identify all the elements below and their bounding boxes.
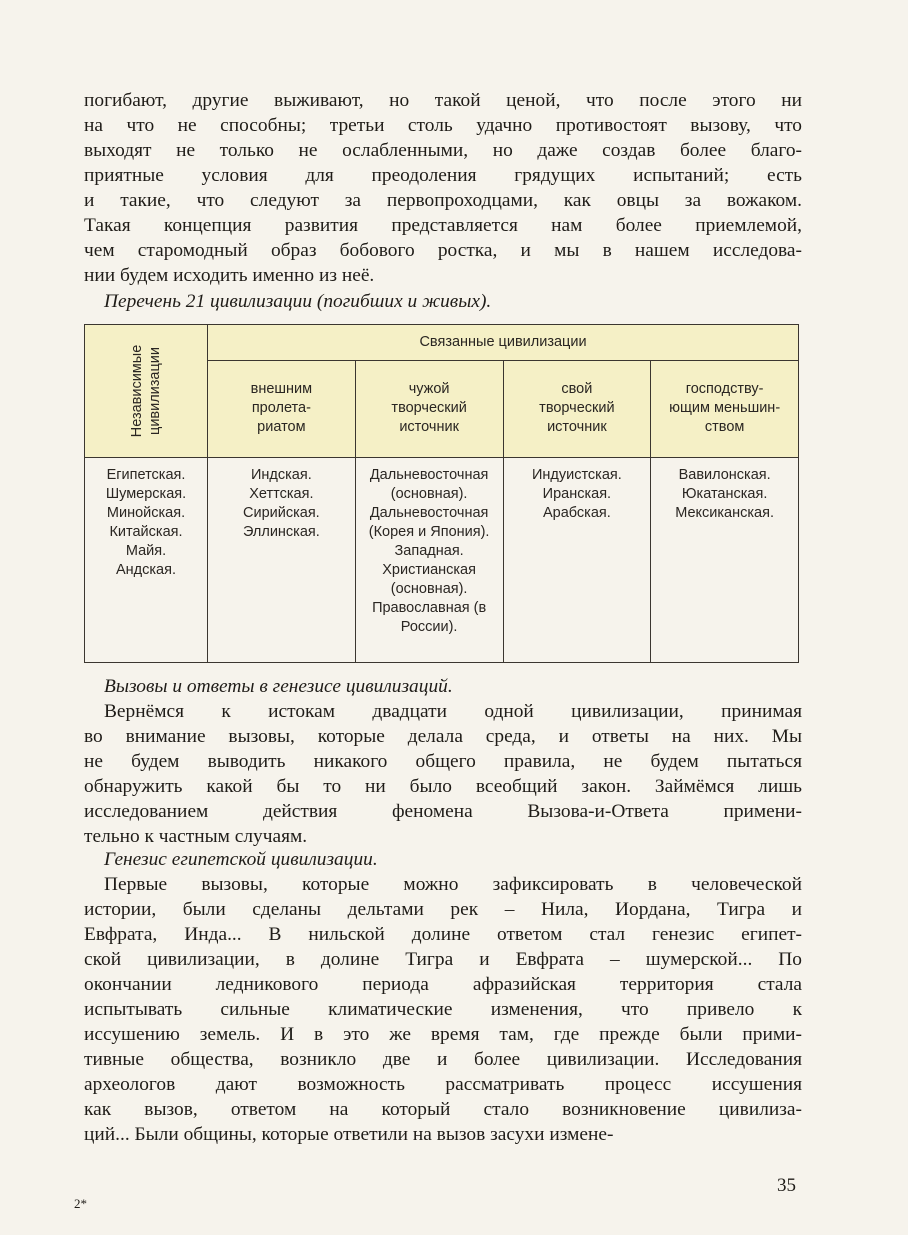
text-line: тельно к частным случаям. (84, 826, 308, 847)
subheader-line: риатом (257, 419, 306, 436)
text-line: Первые вызовы, которые можно зафиксировать в человеческой (104, 874, 802, 895)
civilization-entry: Индская. (251, 467, 312, 483)
text-line: ской цивилизации, в долине Тигра и Евфрата – шумерской... По (84, 949, 802, 970)
text-line: археологов дают возможность рассматривать процесс иссушения (84, 1074, 802, 1095)
civilization-entry: Вавилонская. (678, 467, 771, 483)
text-line: выходят не только не ослабленными, но даже создав более благо- (84, 140, 802, 161)
civilization-entry: Арабская. (542, 505, 611, 521)
column-independent (85, 458, 208, 663)
subheader-line: источник (399, 419, 459, 436)
civilization-entry: Западная. (394, 543, 464, 559)
civilization-entry: Хеттская. (249, 486, 314, 502)
civilization-entry: Китайская. (109, 524, 183, 540)
text-line: окончании ледникового периода афразийская территория стала (84, 974, 802, 995)
text-line: на что не способны; третьи столь удачно противостоят вызову, что (84, 115, 802, 136)
text-line: обнаружить какой бы то ни было всеобщий закон. Займёмся лишь (84, 776, 802, 797)
text-line: исследованием действия феномена Вызова-и-Ответа примени- (84, 801, 802, 822)
header-line: Независимые (129, 344, 145, 438)
subheader-line: господству- (685, 381, 764, 398)
page-number: 35 (777, 1175, 796, 1196)
civilization-entry: Индуистская. (531, 467, 622, 483)
subheader-line: творческий (539, 400, 615, 417)
text-line: и такие, что следуют за первопроходцами, как овцы за вожаком. (84, 190, 802, 211)
civilization-entry: России). (400, 619, 458, 635)
text-line: как вызов, ответом на который стало возникновение цивилиза- (84, 1099, 802, 1120)
civilization-entry: Эллинская. (242, 524, 320, 540)
civilization-entry: (основная). (390, 581, 468, 597)
subheader-ruling-minority (651, 360, 799, 457)
civilization-entry: Египетская. (106, 467, 186, 483)
text-line: Вернёмся к истокам двадцати одной цивилизации, принимая (104, 701, 802, 722)
text-line: испытывать сильные климатические изменения, что привело к (84, 999, 802, 1020)
civilization-entry: Дальневосточная (369, 467, 489, 483)
text-line: чем старомодный образ бобового ростка, и мы в нашем исследова- (84, 240, 802, 261)
civilization-entry: (основная). (390, 486, 468, 502)
column-foreign-source (355, 458, 503, 663)
subheader-line: ством (704, 419, 745, 436)
subheader-line: ющим меньшин- (669, 400, 781, 417)
civilizations-table (84, 324, 799, 663)
civilization-entry: Андская. (116, 562, 176, 578)
civilization-entry: Сирийская. (243, 505, 320, 521)
civilization-entry: Шумерская. (105, 486, 187, 502)
subheader-external-proletariat (208, 360, 356, 457)
section-heading-egypt: Генезис египетской цивилизации. (104, 849, 378, 870)
text-line: истории, были сделаны дельтами рек – Нила, Иордана, Тигра и (84, 899, 802, 920)
civilization-entry: Юкатанская. (681, 486, 768, 502)
signature-mark: 2* (74, 1196, 87, 1211)
civilization-entry: Минойская. (106, 505, 186, 521)
subheader-line: творческий (391, 400, 467, 417)
subheader-line: свой (561, 381, 593, 398)
independent-civilizations-header (85, 325, 208, 458)
related-civilizations-header: Связанные цивилизации (208, 325, 799, 361)
text-line: погибают, другие выживают, но такой ценой, что после этого ни (84, 90, 802, 111)
text-line: Такая концепция развития представляется нам более приемлемой, (84, 215, 802, 236)
text-line: во внимание вызовы, которые делала среда, и ответы на них. Мы (84, 726, 802, 747)
column-own-source (503, 458, 651, 663)
civilization-entry: Иранская. (542, 486, 612, 502)
table-caption: Перечень 21 цивилизации (погибших и живых). (104, 291, 492, 312)
column-ruling-minority (651, 458, 799, 663)
subheader-line: чужой (408, 381, 450, 398)
subheader-foreign-source (355, 360, 503, 457)
text-line: тивные общества, возникло две и более цивилизации. Исследования (84, 1049, 802, 1070)
section-heading-challenges: Вызовы и ответы в генезисе цивилизаций. (104, 676, 453, 697)
text-line: иссушению земель. И в это же время там, где прежде были прими- (84, 1024, 802, 1045)
civilization-entry: Дальневосточная (369, 505, 489, 521)
civilization-entry: Майя. (125, 543, 167, 559)
subheader-line: источник (547, 419, 607, 436)
civilization-entry: (Корея и Япония). (368, 524, 490, 540)
text-line: приятные условия для преодоления грядущих испытаний; есть (84, 165, 802, 186)
text-line: не будем выводить никакого общего правила, не будем пытаться (84, 751, 802, 772)
header-line: цивилизации (147, 347, 163, 435)
civilization-entry: Христианская (382, 562, 476, 578)
text-line: ций... Были общины, которые ответили на вызов засухи измене- (84, 1124, 614, 1145)
civilization-entry: Мексиканская. (675, 505, 774, 521)
text-line: нии будем исходить именно из неё. (84, 265, 375, 286)
subheader-line: внешним (250, 381, 313, 398)
text-line: Евфрата, Инда... В нильской долине ответом стал генезис египет- (84, 924, 802, 945)
civilization-entry: Православная (в (372, 600, 487, 616)
subheader-line: пролета- (251, 400, 311, 417)
column-external-proletariat (208, 458, 356, 663)
subheader-own-source (503, 360, 651, 457)
